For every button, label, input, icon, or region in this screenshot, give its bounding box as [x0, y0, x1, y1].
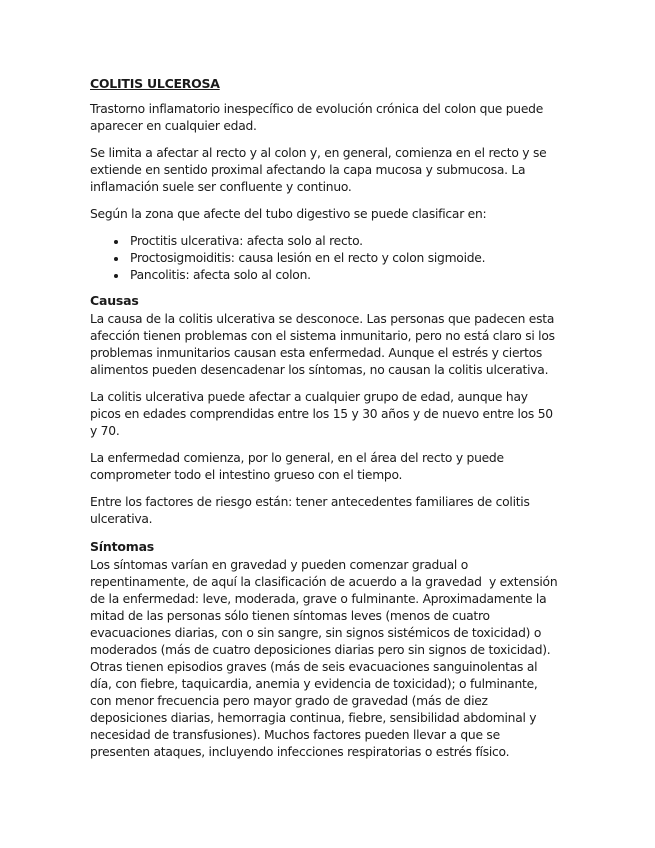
section-heading-causas: Causas — [90, 293, 139, 308]
symptoms-paragraph: Los síntomas varían en gravedad y pueden comenzar gradual o repentinamente, de aquí la clasificación de acuerdo a la gravedad y extensión de la enfermedad: leve, moderada, grave o fulminante. Aproximadamente la mitad de las personas sólo tienen síntomas leves (menos de cuatro evacuaciones diarias, con o sin sangre, sin signos sistémicos de toxicidad) o moderados (más de cuatro deposiciones diarias pero sin signos de toxicidad). Otras tienen episodios graves (más de seis evacuaciones sanguinolentas al día, con fiebre, taquicardia, anemia y evidencia de toxicidad); o fulminante, con menor frecuencia pero mayor grado de gravedad (más de diez deposiciones diarias, hemorragia continua, fiebre, sensibilidad abdominal y necesidad de transfusiones). Muchos factores pueden llevar a que se presenten ataques, incluyendo infecciones respiratorias o estrés físico. — [90, 558, 562, 759]
section-heading-sintomas: Síntomas — [90, 539, 155, 554]
causes-paragraph: La colitis ulcerativa puede afectar a cualquier grupo de edad, aunque hay picos en edades comprendidas entre los 15 y 30 años y de nuevo entre los 50 y 70. — [90, 390, 553, 438]
document-title: COLITIS ULCEROSA — [90, 76, 220, 91]
causes-paragraph: La causa de la colitis ulcerativa se desconoce. Las personas que padecen esta afección tienen problemas con el sistema inmunitario, pero no está claro si los problemas inmunitarios causan esta enfermedad. Aunque el estrés y ciertos alimentos pueden desencadenar los síntomas, no causan la colitis ulcerativa. — [90, 312, 555, 377]
intro-paragraph: Según la zona que afecte del tubo digestivo se puede clasificar en: — [90, 207, 487, 221]
list-item: • Proctosigmoiditis: causa lesión en el recto y colon sigmoide. — [128, 250, 560, 267]
intro-paragraph: Se limita a afectar al recto y al colon y, en general, comienza en el recto y se extiende en sentido proximal afectando la capa mucosa y submucosa. La inflamación suele ser confluente y continuo. — [90, 146, 547, 194]
intro-paragraph: Trastorno inflamatorio inespecífico de evolución crónica del colon que puede aparecer en cualquier edad. — [90, 102, 544, 133]
classification-list — [90, 233, 560, 284]
causes-paragraph: Entre los factores de riesgo están: tener antecedentes familiares de colitis ulcerativa. — [90, 495, 530, 526]
list-item: • Pancolitis: afecta solo al colon. — [128, 267, 560, 284]
causes-paragraph: La enfermedad comienza, por lo general, en el área del recto y puede comprometer todo el intestino grueso con el tiempo. — [90, 451, 504, 482]
list-item: • Proctitis ulcerativa: afecta solo al recto. — [128, 233, 560, 250]
document-page — [90, 75, 560, 771]
